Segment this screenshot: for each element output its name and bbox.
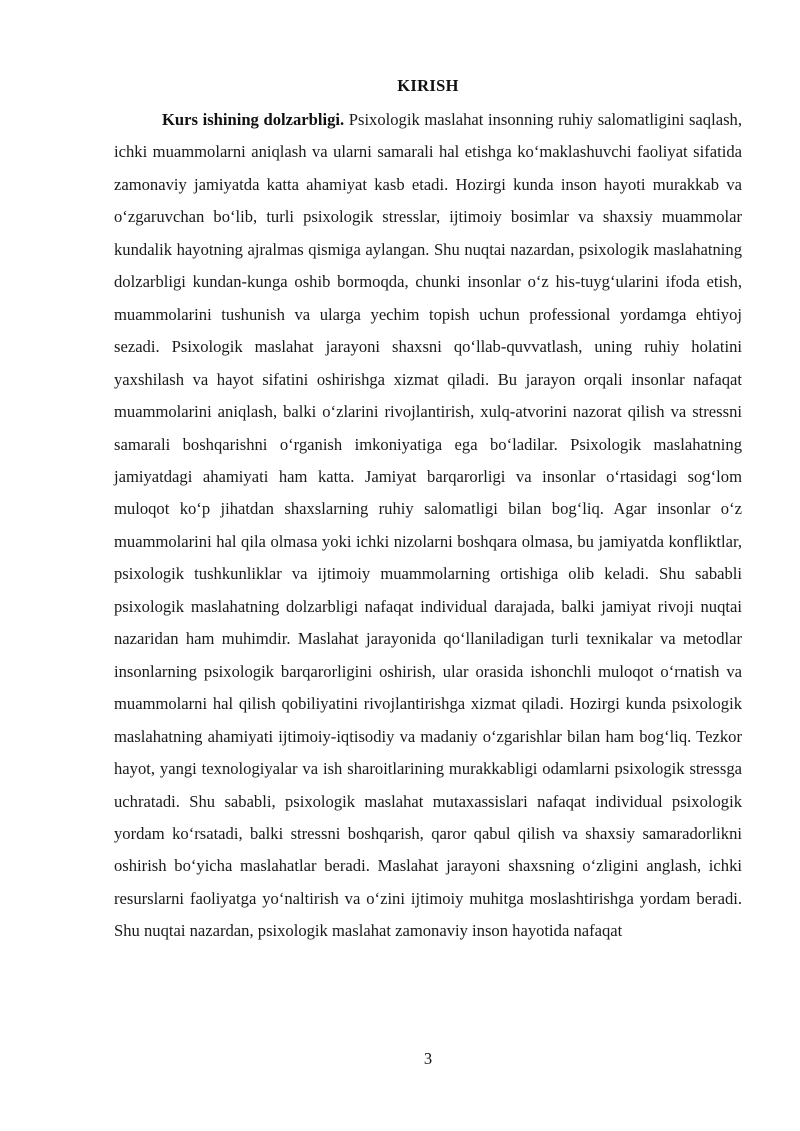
paragraph-text: Psixologik maslahat insonning ruhiy salomatligini saqlash, ichki muammolarni aniqlash va ularni samarali hal etishga ko‘maklashuvchi faoliyat sifatida zamonaviy jamiyatda katta ahamiyat kasb etadi. Hozirgi kunda inson hayoti murakkab va o‘zgaruvchan bo‘lib, turli psixologik stresslar, ijtimoiy bosimlar va shaxsiy muammolar kundalik hayotning ajralmas qismiga aylangan. Shu nuqtai nazardan, psixologik maslahatning dolzarbligi kundan-kunga oshib bormoqda, chunki insonlar o‘z his-tuyg‘ularini ifoda etish, muammolarini tushunish va ularga yechim topish uchun professional yordamga ehtiyoj sezadi. Psixologik maslahat jarayoni shaxsni qo‘llab-quvvatlash, uning ruhiy holatini yaxshilash va hayot sifatini oshirishga xizmat qiladi. Bu jarayon orqali insonlar nafaqat muammolarini aniqlash, balki o‘zlarini rivojlantirish, xulq-atvorini nazorat qilish va stressni samarali boshqarishni o‘rganish imkoniyatiga ega bo‘ladilar. Psixologik maslahatning jamiyatdagi ahamiyati ham katta. Jamiyat barqarorligi va insonlar o‘rtasidagi sog‘lom muloqot ko‘p jihatdan shaxslarning ruhiy salomatligi bilan bog‘liq. Agar insonlar o‘z muammolarini hal qila olmasa yoki ichki nizolarni boshqara olmasa, bu jamiyatda konfliktlar, psixologik tushkunliklar va ijtimoiy muammolarning ortishiga olib keladi. Shu sababli psixologik maslahatning dolzarbligi nafaqat individual darajada, balki jamiyat rivoji nuqtai nazaridan ham muhimdir. Maslahat jarayonida qo‘llaniladigan turli texnikalar va metodlar insonlarning psixologik barqarorligini oshirish, ular orasida ishonchli muloqot o‘rnatish va muammolarni hal qilish qobiliyatini rivojlantirishga xizmat qiladi. Hozirgi kunda psixologik maslahatning ahamiyati ijtimoiy-iqtisodiy va madaniy o‘zgarishlar bilan ham bog‘liq. Tezkor hayot, yangi texnologiyalar va ish sharoitlarining murakkabligi odamlarni psixologik stressga uchratadi. Shu sababli, psixologik maslahat mutaxassislari nafaqat individual psixologik yordam ko‘rsatadi, balki stressni boshqarish, qaror qabul qilish va shaxsiy samaradorlikni oshirish bo‘yicha maslahatlar beradi. Maslahat jarayoni shaxsning o‘zligini anglash, ichki resurslarni faoliyatga yo‘naltirish va o‘zini ijtimoiy muhitga moslashtirishga yordam beradi. Shu nuqtai nazardan, psixologik maslahat zamonaviy inson hayotida nafaqat: [114, 110, 742, 941]
body-paragraph: [114, 104, 742, 948]
page-title: KIRISH: [397, 76, 459, 95]
paragraph-lead: Kurs ishining dolzarbligi.: [162, 110, 345, 129]
page-number: 3: [423, 1049, 433, 1068]
